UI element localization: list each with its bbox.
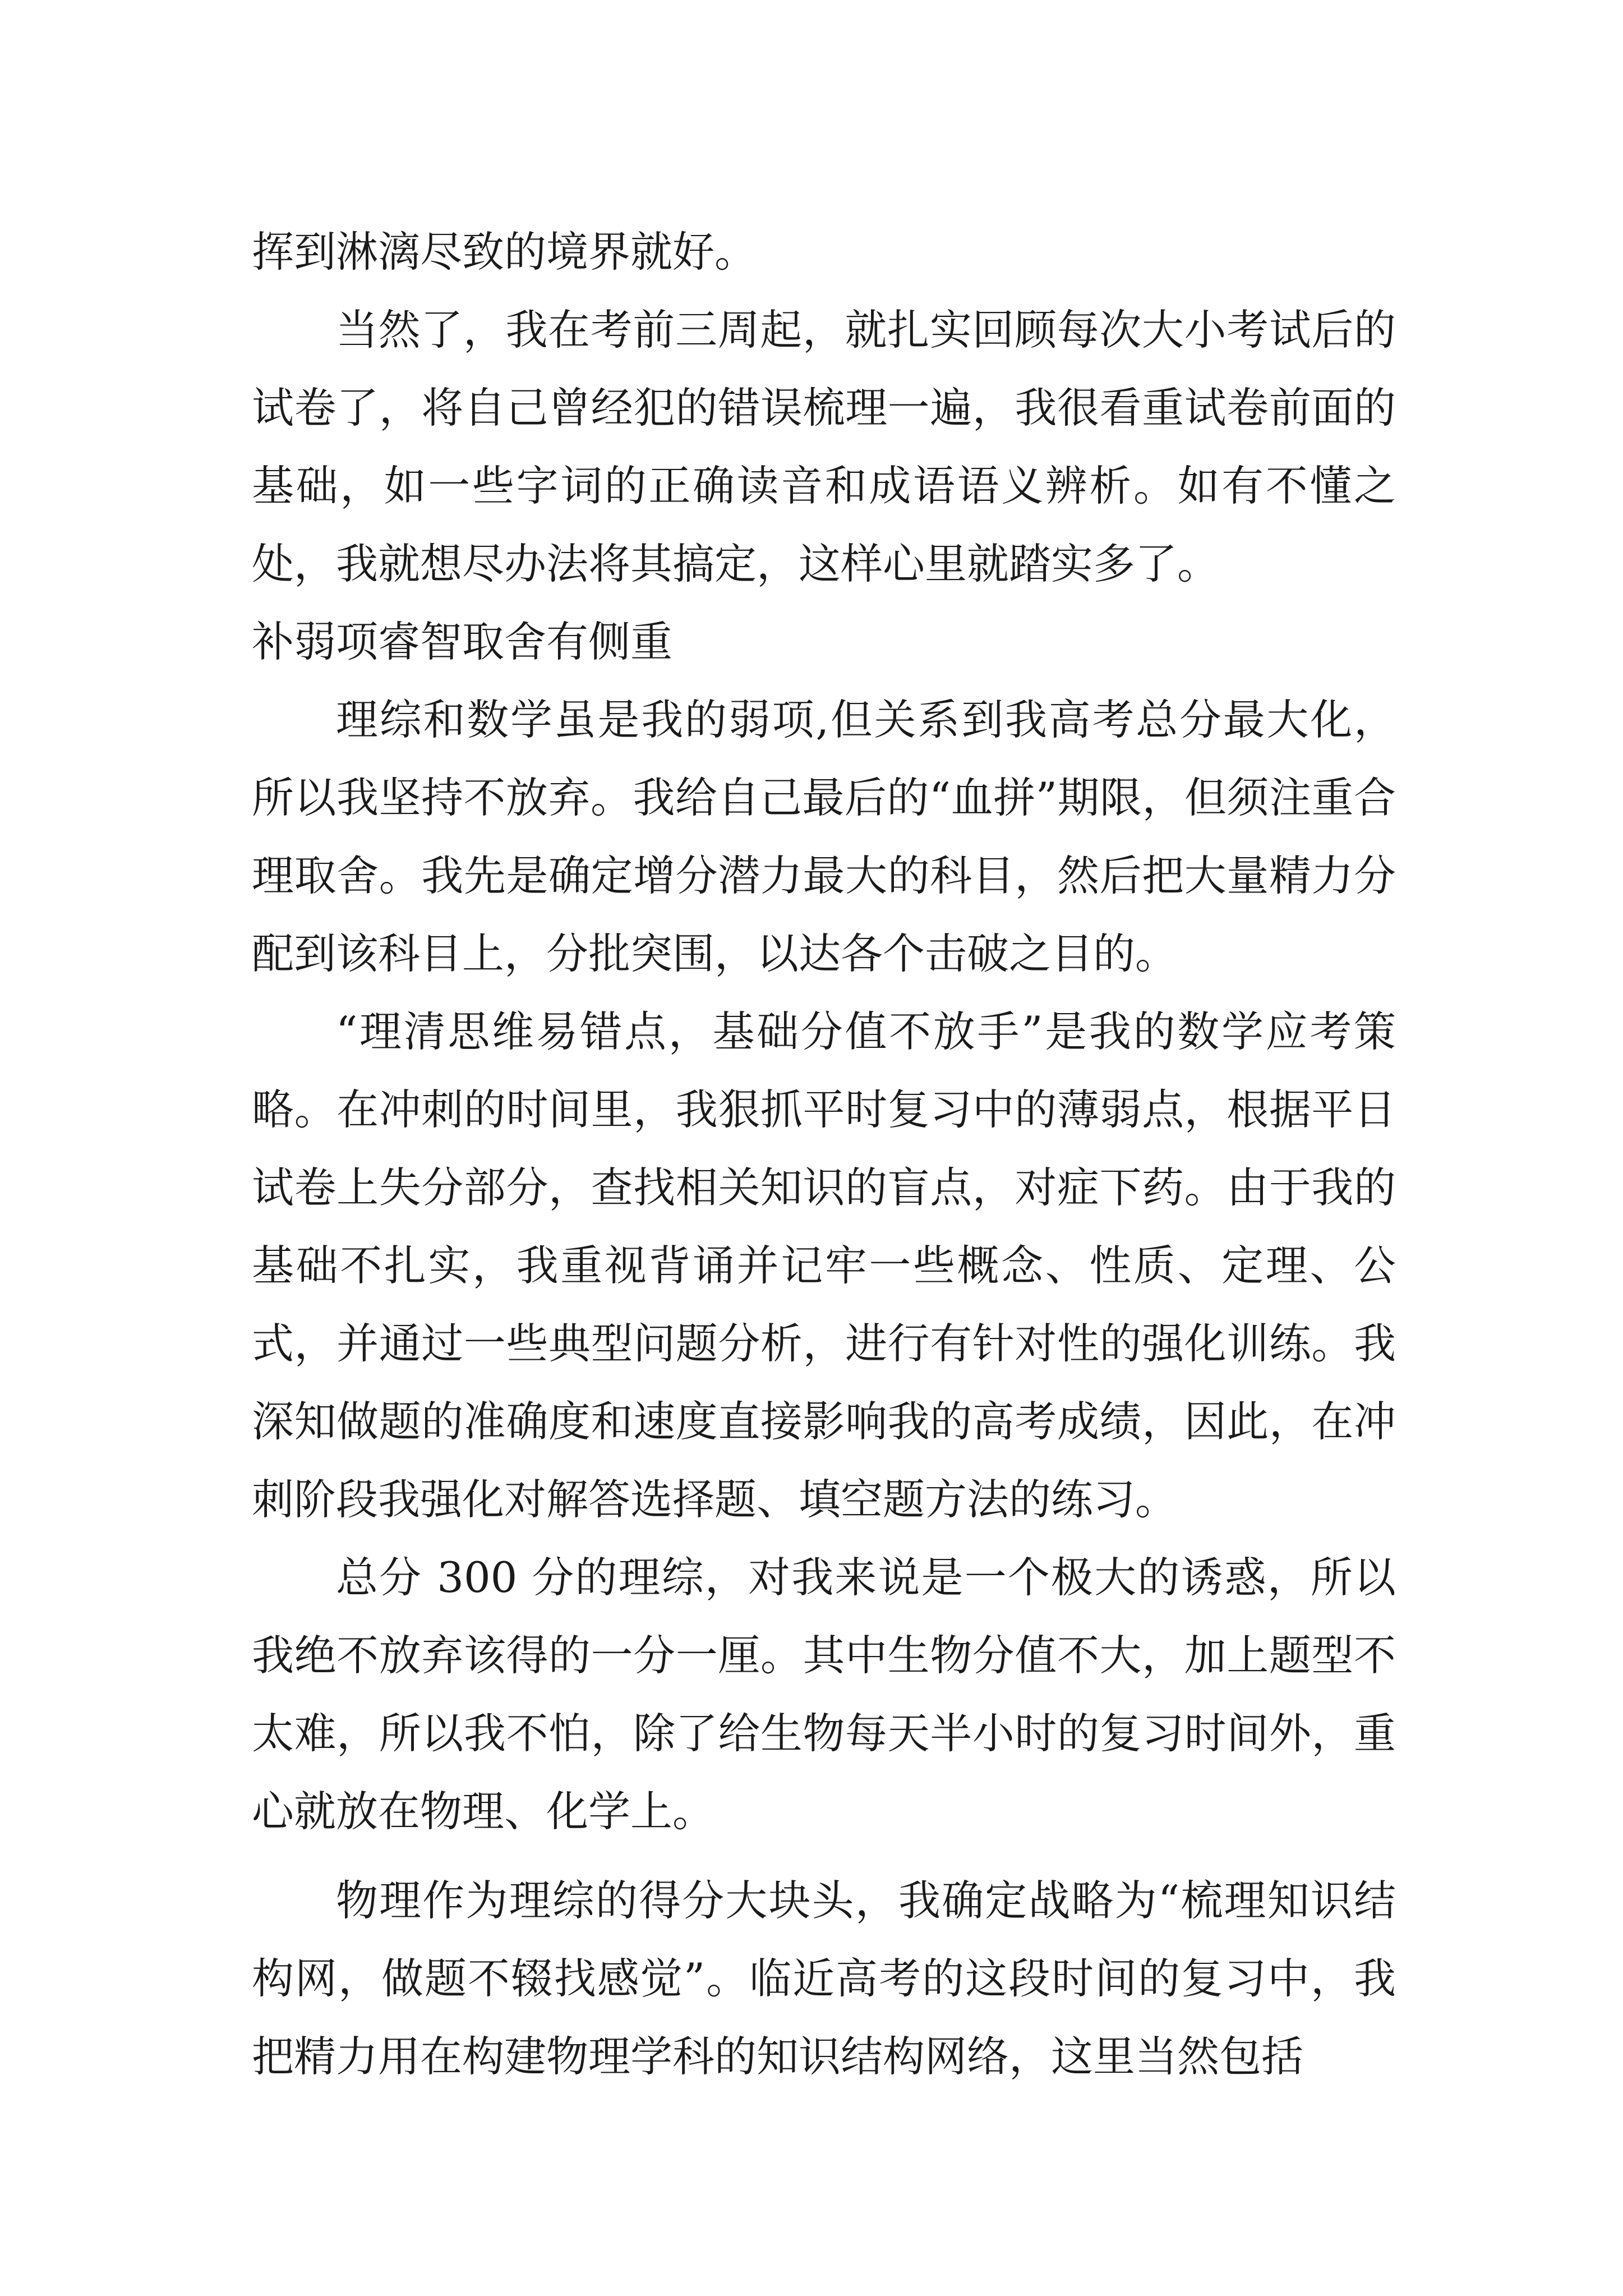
paragraph-science-total: 总分 300 分的理综，对我来说是一个极大的诱惑，所以我绝不放弃该得的一分一厘。其中生物分值不大，加上题型不太难，所以我不怕，除了给生物每天半小时的复习时间外，重心就放在物理、化学上。 [252,1553,1396,1836]
body-text [252,213,1396,2096]
paragraph-weak-subjects: 理综和数学虽是我的弱项,但关系到我高考总分最大化，所以我坚持不放弃。我给自己最后的“血拼”期限，但须注重合理取舍。我先是确定增分潜力最大的科目，然后把大量精力分配到该科目上，分批突围，以达各个击破之目的。 [252,695,1396,978]
paragraph-continuation: 挥到淋漓尽致的境界就好。 [252,227,757,277]
section-heading: 补弱项睿智取舍有侧重 [252,617,673,666]
paragraph-math-strategy: “理清思维易错点，基础分值不放手”是我的数学应考策略。在冲刺的时间里，我狠抓平时复习中的薄弱点，根据平日试卷上失分部分，查找相关知识的盲点，对症下药。由于我的基础不扎实，我重视背诵并记牢一些概念、性质、定理、公式，并通过一些典型问题分析，进行有针对性的强化训练。我深知做题的准确度和速度直接影响我的高考成绩，因此，在冲刺阶段我强化对解答选择题、填空题方法的练习。 [252,1007,1396,1524]
paragraph-physics: 物理作为理综的得分大块头，我确定战略为“梳理知识结构网，做题不辍找感觉”。临近高考的这段时间的复习中，我把精力用在构建物理学科的知识结构网络，这里当然包括 [252,1876,1396,2081]
paragraph-exam-review: 当然了，我在考前三周起，就扎实回顾每次大小考试后的试卷了，将自己曾经犯的错误梳理一遍，我很看重试卷前面的基础，如一些字词的正确读音和成语语义辨析。如有不懂之处，我就想尽办法将其搞定，这样心里就踏实多了。 [252,305,1396,588]
